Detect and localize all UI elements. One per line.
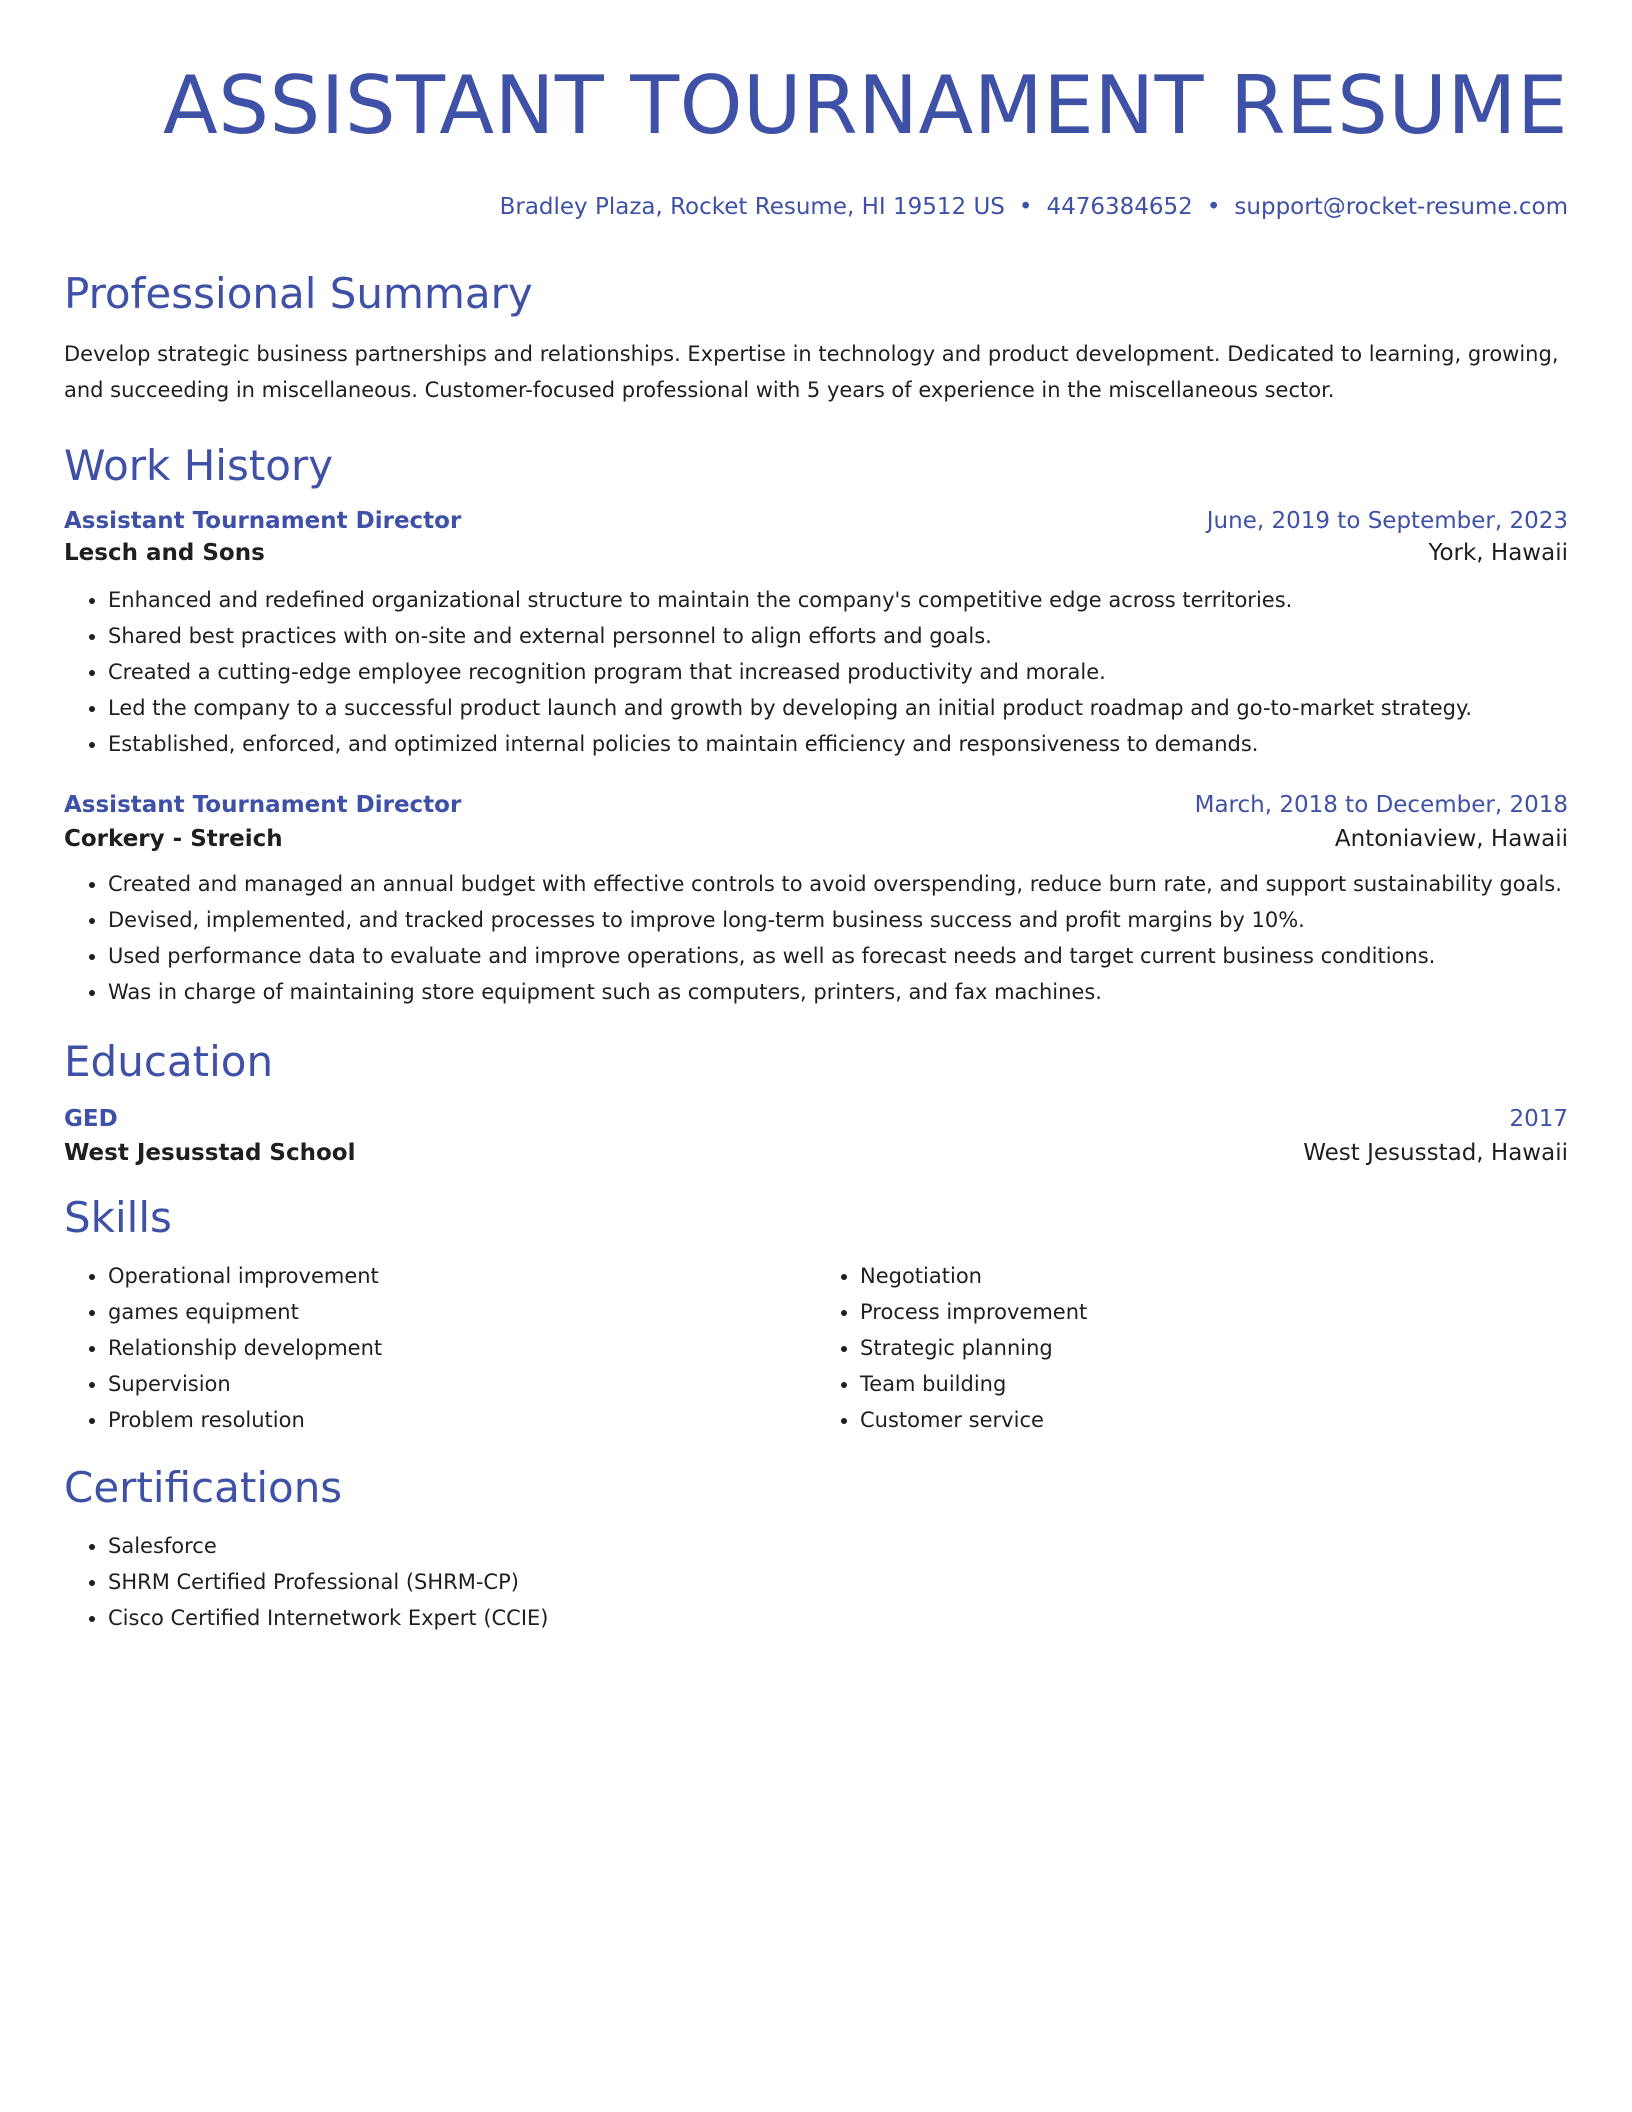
list-item: • Strategic planning	[860, 1330, 1568, 1366]
list-item: • Problem resolution	[108, 1402, 816, 1438]
list-item: • Salesforce	[108, 1528, 1568, 1564]
job-title: Assistant Tournament Director	[64, 792, 462, 818]
job-header-row	[64, 792, 1568, 818]
job-dates: June, 2019 to September, 2023	[1206, 508, 1568, 534]
list-item: • Led the company to a successful product launch and growth by developing an initial product roadmap and go-to-market strategy.	[108, 690, 1568, 726]
skills-columns	[64, 1258, 1568, 1438]
job-company-row	[64, 540, 1568, 566]
contact-line	[64, 192, 1568, 222]
skills-list-left	[64, 1258, 816, 1438]
list-item: • Operational improvement	[108, 1258, 816, 1294]
education-entry	[64, 1106, 1568, 1166]
job-entry	[64, 508, 1568, 762]
job-entry	[64, 792, 1568, 1010]
job-bullets	[64, 582, 1568, 762]
list-item: • Established, enforced, and optimized internal policies to maintain efficiency and responsiveness to demands.	[108, 726, 1568, 762]
education-year: 2017	[1509, 1106, 1568, 1132]
job-header-row	[64, 508, 1568, 534]
list-item: • Cisco Certified Internetwork Expert (CCIE)	[108, 1600, 1568, 1636]
list-item: • Negotiation	[860, 1258, 1568, 1294]
skills-list-right	[816, 1258, 1568, 1438]
contact-phone: 4476384652	[1046, 194, 1193, 220]
education-school-row	[64, 1140, 1568, 1166]
education-header-row	[64, 1106, 1568, 1132]
contact-separator: •	[1018, 194, 1033, 220]
resume-title: ASSISTANT TOURNAMENT RESUME	[163, 59, 1568, 152]
list-item: • Enhanced and redefined organizational structure to maintain the company's competitive edge across territories.	[108, 582, 1568, 618]
list-item: • Was in charge of maintaining store equipment such as computers, printers, and fax machines.	[108, 974, 1568, 1010]
list-item: • Relationship development	[108, 1330, 816, 1366]
list-item: • Shared best practices with on-site and external personnel to align efforts and goals.	[108, 618, 1568, 654]
list-item: • Used performance data to evaluate and improve operations, as well as forecast needs and target current business conditions.	[108, 938, 1568, 974]
contact-address: Bradley Plaza, Rocket Resume, HI 19512 US	[499, 194, 1005, 220]
list-item: • Created a cutting-edge employee recognition program that increased productivity and morale.	[108, 654, 1568, 690]
list-item: • SHRM Certified Professional (SHRM-CP)	[108, 1564, 1568, 1600]
skills-heading: Skills	[64, 1193, 172, 1242]
summary-heading: Professional Summary	[64, 269, 533, 318]
summary-text: Develop strategic business partnerships and relationships. Expertise in technology and product development. Dedicated to learning, growing, and succeeding in miscellaneous. Customer-focused professional with 5 years of experience in the miscellaneous sector.	[64, 342, 1559, 402]
list-item: • Supervision	[108, 1366, 816, 1402]
job-company: Corkery - Streich	[64, 826, 283, 852]
job-company-row	[64, 826, 1568, 852]
education-school: West Jesusstad School	[64, 1140, 356, 1166]
certifications-list	[64, 1528, 1568, 1636]
list-item: • Team building	[860, 1366, 1568, 1402]
job-company: Lesch and Sons	[64, 540, 265, 566]
list-item: • Process improvement	[860, 1294, 1568, 1330]
certifications-heading: Certifications	[64, 1463, 343, 1512]
education-degree: GED	[64, 1106, 118, 1132]
work-history-heading: Work History	[64, 441, 334, 490]
job-location: Antoniaview, Hawaii	[1334, 826, 1568, 852]
list-item: • Devised, implemented, and tracked processes to improve long-term business success and profit margins by 10%.	[108, 902, 1568, 938]
education-heading: Education	[64, 1037, 274, 1086]
education-location: West Jesusstad, Hawaii	[1303, 1140, 1568, 1166]
contact-email: support@rocket-resume.com	[1234, 194, 1568, 220]
job-title: Assistant Tournament Director	[64, 508, 462, 534]
list-item: • Created and managed an annual budget with effective controls to avoid overspending, reduce burn rate, and support sustainability goals.	[108, 866, 1568, 902]
job-dates: March, 2018 to December, 2018	[1194, 792, 1568, 818]
contact-separator: •	[1206, 194, 1221, 220]
list-item: • Customer service	[860, 1402, 1568, 1438]
list-item: • games equipment	[108, 1294, 816, 1330]
job-bullets	[64, 866, 1568, 1010]
job-location: York, Hawaii	[1428, 540, 1568, 566]
